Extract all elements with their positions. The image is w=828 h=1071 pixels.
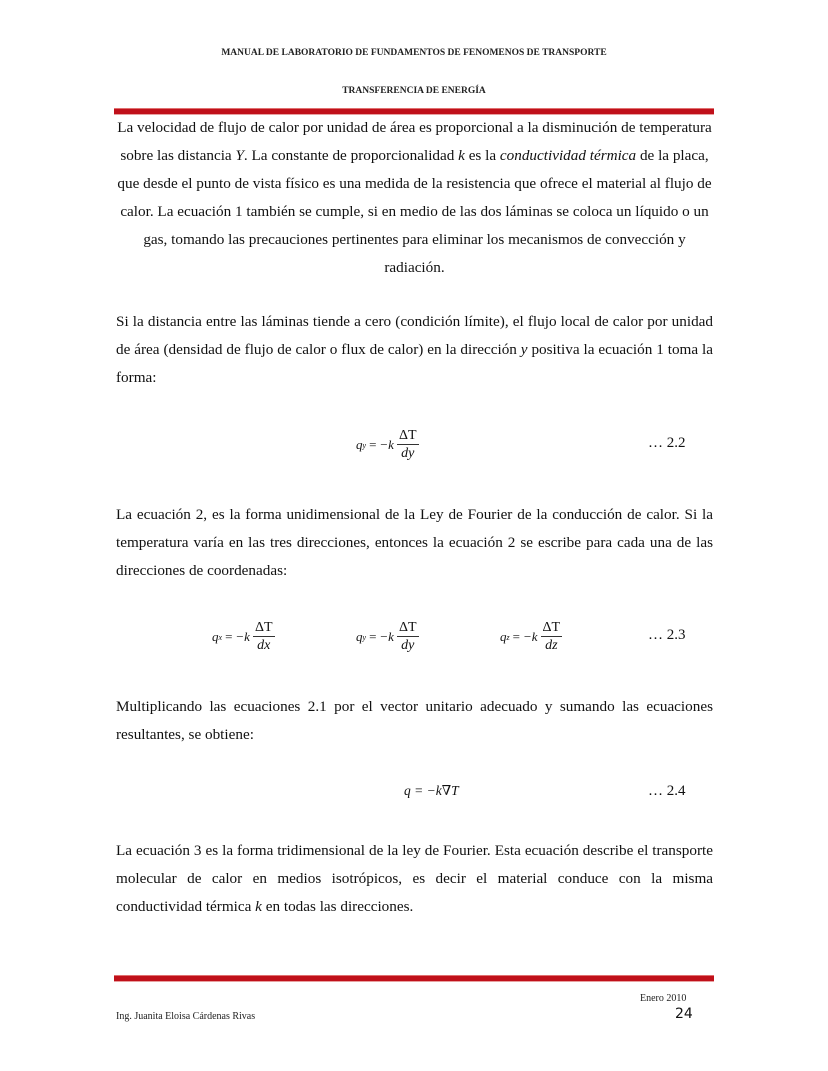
equation-2-3-y [356, 620, 419, 654]
running-header-title: MANUAL DE LABORATORIO DE FUNDAMENTOS DE FENOMENOS DE TRANSPORTE [221, 48, 607, 58]
eq-subscript: z [506, 632, 510, 642]
equation-2-3-x [212, 620, 275, 654]
eq-lhs: q [356, 629, 363, 644]
text-span: La ecuación 3 es la forma tridimensional de la ley de Fourier. Esta ecuación describe el transporte molecular de calor en medios isotrópicos, es decir el material conduce con la misma conductividad térmica [116, 842, 713, 915]
italic-term: conductividad térmica [499, 147, 637, 164]
eq-denominator: dz [545, 638, 558, 653]
italic-symbol: y [520, 341, 528, 358]
text-span: Si la distancia entre las láminas tiende a cero (condición límite), el flujo local de calor por unidad de área (densidad de flujo de calor o flux de calor) en la dirección [116, 313, 713, 358]
paragraph-limit-condition [116, 308, 713, 392]
eq-numerator: ΔT [398, 620, 417, 635]
paragraph-unit-vectors: Multiplicando las ecuaciones 2.1 por el vector unitario adecuado y sumando las ecuaciones resultantes, se obtiene: [116, 698, 713, 743]
eq-denominator: dy [401, 638, 415, 653]
italic-symbol: k [255, 898, 262, 915]
footer-author: Ing. Juanita Eloisa Cárdenas Rivas [116, 1011, 256, 1022]
equals-sign: = [512, 629, 520, 644]
page-number: 24 [675, 1006, 693, 1022]
eq-lhs: q [500, 629, 507, 644]
equation-2-4: q = −k∇T [404, 783, 459, 798]
equals-sign: = [225, 629, 233, 644]
eq-subscript: y [362, 440, 367, 450]
equation-number-2-2: … 2.2 [648, 435, 686, 451]
italic-symbol: Y [235, 147, 244, 164]
running-header-subtitle: TRANSFERENCIA DE ENERGÍA [342, 86, 486, 96]
eq-coefficient: −k [522, 629, 538, 644]
eq-fraction [397, 620, 419, 654]
eq-numerator: ΔT [254, 620, 273, 635]
eq-lhs: q [212, 629, 219, 644]
eq-coefficient: −k [379, 629, 394, 644]
text-span: es la [464, 147, 500, 164]
eq-denominator: dx [257, 638, 271, 653]
text-span: en todas las direcciones. [261, 898, 414, 915]
eq-lhs: q [356, 437, 363, 452]
equation-number-2-4: … 2.4 [648, 783, 686, 799]
paragraph-fourier-3d [116, 837, 713, 921]
eq-fraction [397, 428, 419, 462]
eq-subscript: y [362, 632, 367, 642]
paragraph-conductivity-definition [112, 114, 717, 282]
equals-sign: = [369, 629, 377, 644]
footer-date: Enero 2010 [640, 993, 687, 1004]
italic-symbol: k [458, 147, 465, 164]
eq-coefficient: −k [379, 437, 394, 452]
text-span: positiva la ecuación 1 toma la forma: [116, 341, 713, 386]
equals-sign: = [369, 437, 377, 452]
text-span: de la placa, que desde el punto de vista físico es una medida de la resistencia que ofrece el material al flujo de calor. La ecuación 1 también se cumple, si en medio de las dos láminas se coloca un líquido o un gas, tomando las precauciones pertinentes para eliminar los mecanismos de convección y radiación. [117, 147, 712, 276]
footer-divider [114, 975, 714, 982]
paragraph-fourier-1d: La ecuación 2, es la forma unidimensional de la Ley de Fourier de la conducción de calor. Si la temperatura varía en las tres direcciones, entonces la ecuación 2 se escribe para cada una de las direcciones de coordenadas: [116, 506, 713, 579]
eq-fraction [253, 620, 275, 654]
eq-subscript: x [218, 632, 223, 642]
eq-numerator: ΔT [542, 620, 561, 635]
text-span: La velocidad de flujo de calor por unidad de área es proporcional a la disminución de temperatura sobre las distancia [117, 119, 712, 164]
eq-coefficient: −k [235, 629, 250, 644]
equation-2-3-z [500, 620, 562, 654]
equation-2-2 [356, 428, 419, 462]
text-span: . La constante de proporcionalidad [243, 147, 459, 164]
eq-denominator: dy [401, 446, 415, 461]
eq-fraction [541, 620, 563, 654]
equation-number-2-3: … 2.3 [648, 627, 686, 643]
eq-numerator: ΔT [398, 428, 417, 443]
